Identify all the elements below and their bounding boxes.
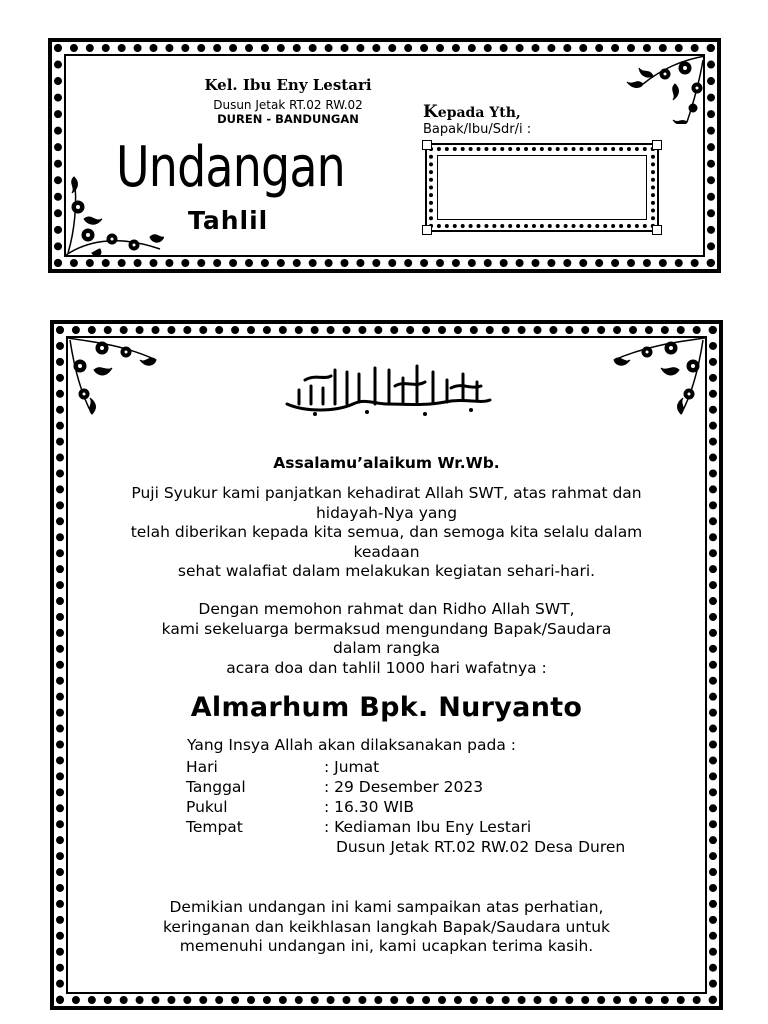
paragraph-line: memenuhi undangan ini, kami ucapkan terima kasih. bbox=[179, 937, 594, 955]
detail-value: Dusun Jetak RT.02 RW.02 Desa Duren bbox=[336, 838, 626, 856]
recipient-label bbox=[423, 102, 521, 122]
recipient-address-box bbox=[425, 143, 659, 232]
family-name: Kel. Ibu Eny Lestari bbox=[204, 76, 372, 94]
detail-value: : Kediaman Ibu Eny Lestari bbox=[324, 818, 532, 836]
deceased-name: Almarhum Bpk. Nuryanto bbox=[190, 692, 583, 723]
detail-label: Tanggal bbox=[186, 778, 246, 796]
paragraph-line: acara doa dan tahlil 1000 hari wafatnya : bbox=[226, 658, 547, 677]
detail-label: Tempat bbox=[186, 818, 243, 836]
recipient-label-rest: epada Yth, bbox=[437, 105, 521, 121]
knot-ornament bbox=[422, 140, 432, 150]
request-paragraph bbox=[80, 600, 693, 678]
opening-paragraph bbox=[80, 484, 693, 582]
detail-value: : 16.30 WIB bbox=[324, 798, 414, 816]
paragraph-line: keadaan bbox=[353, 542, 420, 561]
family-location: DUREN - BANDUNGAN bbox=[217, 112, 359, 126]
invitation-card bbox=[50, 320, 723, 1010]
basmalah-calligraphy bbox=[275, 360, 500, 420]
invitation-title: Undangan bbox=[116, 135, 345, 200]
flower-corner-ornament-top-left bbox=[66, 336, 158, 416]
flower-corner-ornament-top-right bbox=[610, 336, 707, 416]
paragraph-line: dalam rangka bbox=[333, 639, 440, 657]
paragraph-line: Puji Syukur kami panjatkan kehadirat Allah SWT, atas rahmat dan bbox=[131, 484, 642, 502]
detail-label: Pukul bbox=[186, 798, 228, 816]
recipient-label-initial: K bbox=[423, 102, 438, 122]
flower-corner-ornament-top-right bbox=[613, 54, 705, 124]
paragraph-line: Demikian undangan ini kami sampaikan atas perhatian, bbox=[169, 898, 604, 916]
knot-ornament bbox=[422, 225, 432, 235]
paragraph-line: keringanan dan keikhlasan langkah Bapak/Saudara untuk bbox=[162, 917, 611, 936]
detail-value: : Jumat bbox=[324, 758, 380, 776]
schedule-intro: Yang Insya Allah akan dilaksanakan pada : bbox=[187, 736, 517, 754]
detail-label: Hari bbox=[186, 758, 218, 776]
address-box-inner bbox=[437, 155, 647, 220]
greeting: Assalamu’alaikum Wr.Wb. bbox=[273, 454, 500, 472]
paragraph-line: sehat walafiat dalam melakukan kegiatan sehari-hari. bbox=[177, 562, 596, 580]
knot-ornament bbox=[652, 225, 662, 235]
knot-ornament bbox=[652, 140, 662, 150]
paragraph-line: kami sekeluarga bermaksud mengundang Bapak/Saudara bbox=[161, 619, 612, 638]
family-address: Dusun Jetak RT.02 RW.02 bbox=[213, 98, 363, 112]
paragraph-line: Dengan memohon rahmat dan Ridho Allah SWT, bbox=[198, 600, 575, 618]
paragraph-line: telah diberikan kepada kita semua, dan semoga kita selalu dalam bbox=[130, 523, 643, 541]
invitation-subtitle: Tahlil bbox=[188, 206, 269, 235]
paragraph-line: hidayah-Nya yang bbox=[315, 503, 458, 522]
envelope-card bbox=[48, 38, 721, 273]
recipient-subtitle: Bapak/Ibu/Sdr/i : bbox=[423, 122, 532, 137]
closing-paragraph bbox=[80, 898, 693, 957]
detail-value: : 29 Desember 2023 bbox=[324, 778, 484, 796]
